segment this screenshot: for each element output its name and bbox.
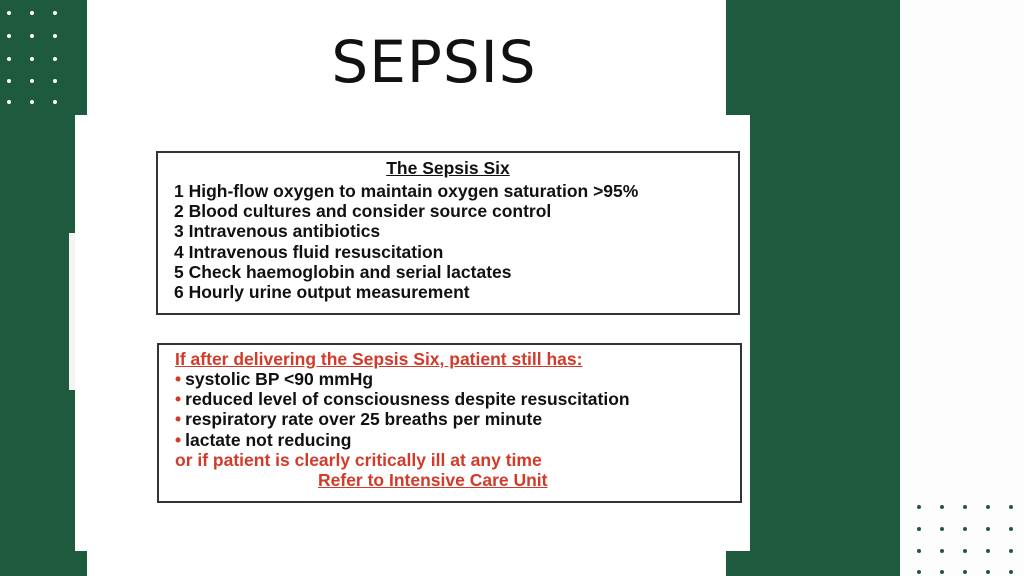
- criteria-item: [175, 409, 740, 429]
- criteria-item: [175, 430, 740, 450]
- sepsis-six-item: 1 High-flow oxygen to maintain oxygen saturation >95%: [174, 181, 639, 201]
- sepsis-six-box: [156, 151, 740, 315]
- escalation-heading: If after delivering the Sepsis Six, patient still has:: [175, 349, 583, 369]
- sepsis-six-item: 5 Check haemoglobin and serial lactates: [174, 261, 512, 282]
- sepsis-six-heading: The Sepsis Six: [386, 158, 510, 178]
- critically-ill-note: or if patient is clearly critically ill at any time: [175, 449, 542, 470]
- bullet-icon: •: [175, 369, 182, 389]
- sepsis-six-item: 6 Hourly urine output measurement: [174, 282, 470, 303]
- escalation-criteria-list: [175, 369, 740, 450]
- criteria-text: reduced level of consciousness despite resuscitation: [185, 389, 630, 410]
- refer-icu-action: Refer to Intensive Care Unit: [318, 469, 548, 490]
- sepsis-six-item: 4 Intravenous fluid resuscitation: [174, 241, 444, 262]
- criteria-text: systolic BP <90 mmHg: [185, 369, 374, 389]
- sepsis-six-list: [174, 181, 738, 302]
- criteria-item: [175, 369, 740, 389]
- criteria-item: [175, 389, 740, 409]
- bullet-icon: •: [175, 409, 182, 430]
- criteria-text: respiratory rate over 25 breaths per minute: [185, 409, 543, 430]
- dot-grid-top-left: [3, 9, 63, 109]
- escalation-box: [157, 343, 742, 503]
- slide-title: SEPSIS: [331, 28, 537, 96]
- dot-grid-bottom-right: [913, 502, 1023, 576]
- sepsis-six-item: 3 Intravenous antibiotics: [174, 221, 381, 242]
- sepsis-protocol-image: [75, 115, 750, 551]
- sepsis-six-item: 2 Blood cultures and consider source control: [174, 201, 552, 222]
- bullet-icon: •: [175, 429, 182, 450]
- right-white-band: [900, 0, 1024, 576]
- criteria-text: lactate not reducing: [185, 429, 352, 450]
- bullet-icon: •: [175, 389, 182, 410]
